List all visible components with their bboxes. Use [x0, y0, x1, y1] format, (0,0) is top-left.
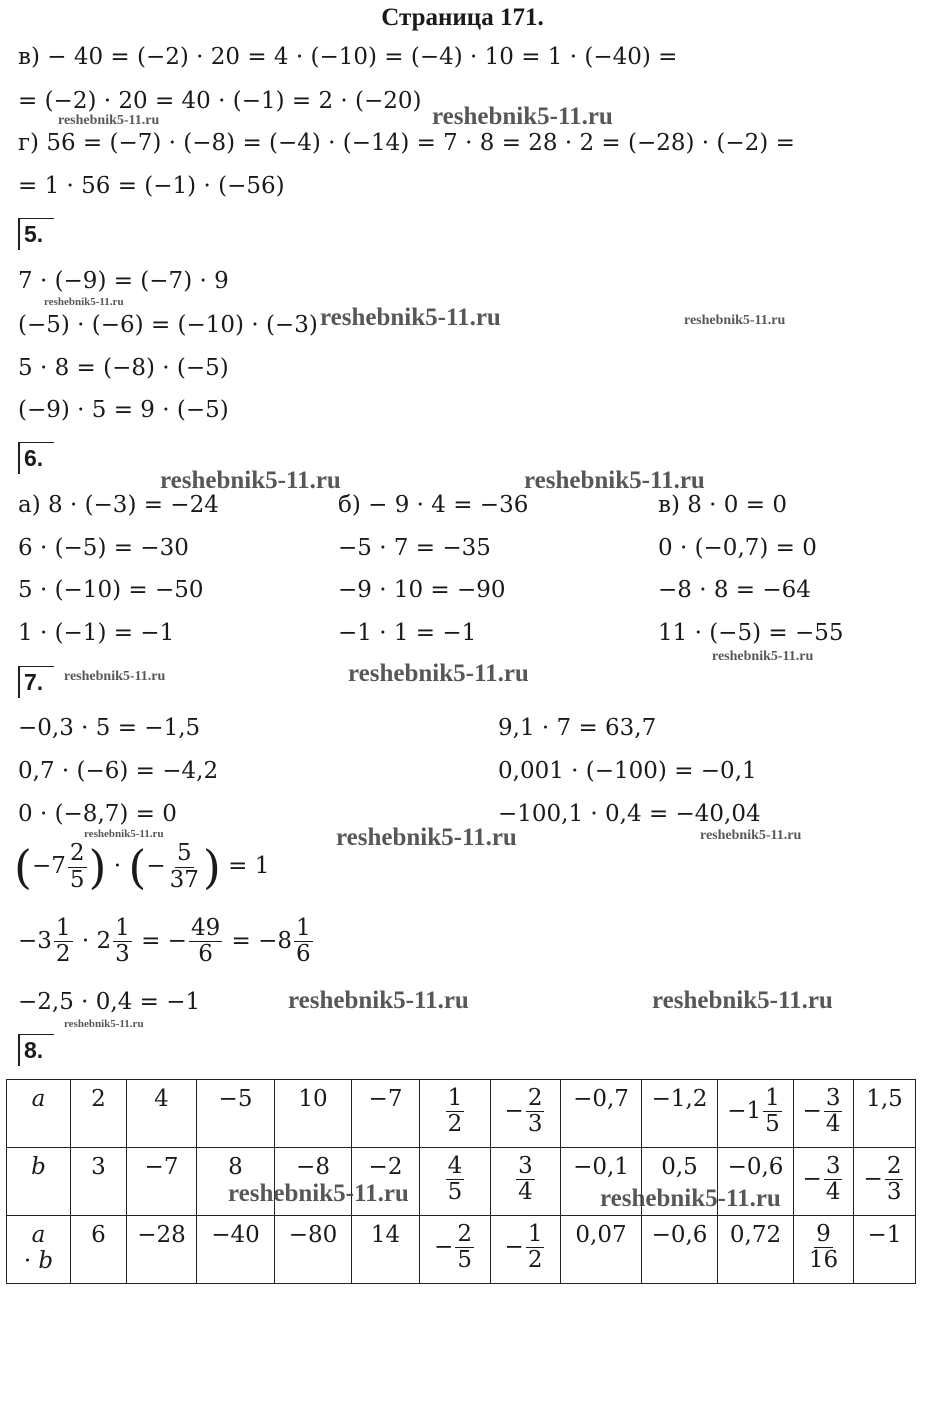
- table-cell: −7: [127, 1148, 197, 1216]
- watermark: reshebnik5-11.ru: [228, 1180, 409, 1207]
- equation-line: 0,7 · (−6) = −4,2: [18, 758, 219, 784]
- table-cell: −0,6: [642, 1216, 718, 1284]
- table-row: [7, 1216, 916, 1284]
- table-cell: 2: [71, 1080, 127, 1148]
- equation-line: 0,001 · (−100) = −0,1: [498, 758, 757, 784]
- table-cell: 3: [71, 1148, 127, 1216]
- table-cell: 8: [197, 1148, 275, 1216]
- watermark: reshebnik5-11.ru: [288, 987, 469, 1014]
- equation-line: 5 · (−10) = −50: [18, 577, 204, 603]
- equation-line: 0 · (−8,7) = 0: [18, 801, 177, 827]
- table-cell: 4: [127, 1080, 197, 1148]
- table-cell: $\frac{1}{2}$: [420, 1080, 491, 1148]
- watermark: reshebnik5-11.ru: [524, 467, 705, 494]
- table-cell: −0,6: [718, 1148, 794, 1216]
- watermark: reshebnik5-11.ru: [58, 113, 160, 128]
- watermark: reshebnik5-11.ru: [320, 304, 501, 331]
- equation-line: 9,1 · 7 = 63,7: [498, 715, 657, 741]
- table-cell: − $\frac{2}{5}$: [420, 1216, 491, 1284]
- equation-line: г) 56 = (−7) · (−8) = (−4) · (−14) = 7 · 8 = 28 · 2 = (−28) · (−2) =: [18, 130, 795, 156]
- watermark: reshebnik5-11.ru: [600, 1185, 781, 1212]
- equation-line: (−5) · (−6) = (−10) · (−3): [18, 312, 318, 338]
- equation-line: 7 · (−9) = (−7) · 9: [18, 268, 229, 294]
- equation-line: в) − 40 = (−2) · 20 = 4 · (−10) = (−4) · 10 = 1 · (−40) =: [18, 44, 678, 70]
- table-cell: 0,07: [561, 1216, 642, 1284]
- section-number: 6.: [18, 442, 54, 474]
- table-cell: − $\frac{3}{4}$: [794, 1148, 854, 1216]
- watermark: reshebnik5-11.ru: [44, 296, 124, 308]
- row-header: a · b: [7, 1216, 71, 1284]
- equation-line: = (−2) · 20 = 40 · (−1) = 2 · (−20): [18, 88, 422, 114]
- table-cell: 0,5: [642, 1148, 718, 1216]
- table-cell: −80: [275, 1216, 352, 1284]
- watermark: reshebnik5-11.ru: [336, 824, 517, 851]
- watermark: reshebnik5-11.ru: [432, 103, 613, 130]
- product-table: [6, 1079, 916, 1284]
- table-cell: −1,2: [642, 1080, 718, 1148]
- watermark: reshebnik5-11.ru: [700, 828, 802, 843]
- equation-line: −2,5 · 0,4 = −1: [18, 989, 201, 1015]
- fraction-equation: (−7 $\frac{2}{5}$ ) · (− $\frac{5}{37}$ ) = 1: [14, 840, 270, 894]
- watermark: reshebnik5-11.ru: [684, 313, 786, 328]
- equation-line: −5 · 7 = −35: [338, 535, 491, 561]
- table-cell: −40: [197, 1216, 275, 1284]
- equation-line: −8 · 8 = −64: [658, 577, 811, 603]
- section-number: 8.: [18, 1034, 54, 1066]
- table-cell: 0,72: [718, 1216, 794, 1284]
- table-cell: $\frac{9}{16}$: [794, 1216, 854, 1284]
- table-cell: −1 $\frac{1}{5}$: [718, 1080, 794, 1148]
- table-row: [7, 1080, 916, 1148]
- equation-line: −100,1 · 0,4 = −40,04: [498, 801, 761, 827]
- equation-line: = 1 · 56 = (−1) · (−56): [18, 173, 285, 199]
- table-cell: − $\frac{1}{2}$: [491, 1216, 561, 1284]
- table-cell: −28: [127, 1216, 197, 1284]
- table-cell: 6: [71, 1216, 127, 1284]
- table-cell: −0,1: [561, 1148, 642, 1216]
- table-cell: − $\frac{2}{3}$: [854, 1148, 916, 1216]
- fraction-equation: −3 $\frac{1}{2}$ · 2 $\frac{1}{3}$ = − $\frac{49}{6}$ = −8 $\frac{1}{6}$: [18, 915, 311, 968]
- equation-line: б) − 9 · 4 = −36: [338, 492, 529, 518]
- equation-line: −1 · 1 = −1: [338, 620, 477, 646]
- section-number: 7.: [18, 666, 54, 698]
- equation-line: −0,3 · 5 = −1,5: [18, 715, 201, 741]
- row-header: b: [7, 1148, 71, 1216]
- watermark: reshebnik5-11.ru: [348, 660, 529, 687]
- table-cell: − $\frac{3}{4}$: [794, 1080, 854, 1148]
- equation-line: 1 · (−1) = −1: [18, 620, 175, 646]
- page-title: Страница 171.: [381, 4, 544, 31]
- watermark: reshebnik5-11.ru: [652, 987, 833, 1014]
- table-cell: $\frac{3}{4}$: [491, 1148, 561, 1216]
- table-cell: − $\frac{2}{3}$: [491, 1080, 561, 1148]
- watermark: reshebnik5-11.ru: [84, 828, 164, 840]
- equation-line: 5 · 8 = (−8) · (−5): [18, 355, 229, 381]
- equation-line: 6 · (−5) = −30: [18, 535, 189, 561]
- table-cell: −7: [352, 1080, 420, 1148]
- table-cell: −1: [854, 1216, 916, 1284]
- table-cell: −8: [275, 1148, 352, 1216]
- table-cell: −0,7: [561, 1080, 642, 1148]
- watermark: reshebnik5-11.ru: [64, 1018, 144, 1030]
- equation-line: −9 · 10 = −90: [338, 577, 506, 603]
- equation-line: 11 · (−5) = −55: [658, 620, 844, 646]
- row-header: a: [7, 1080, 71, 1148]
- watermark: reshebnik5-11.ru: [64, 669, 166, 684]
- table-cell: 14: [352, 1216, 420, 1284]
- table-cell: −5: [197, 1080, 275, 1148]
- watermark: reshebnik5-11.ru: [712, 649, 814, 664]
- table-cell: 1,5: [854, 1080, 916, 1148]
- equation-line: а) 8 · (−3) = −24: [18, 492, 219, 518]
- equation-line: в) 8 · 0 = 0: [658, 492, 787, 518]
- table-cell: −2: [352, 1148, 420, 1216]
- table-cell: 10: [275, 1080, 352, 1148]
- watermark: reshebnik5-11.ru: [160, 467, 341, 494]
- table-cell: $\frac{4}{5}$: [420, 1148, 491, 1216]
- equation-line: 0 · (−0,7) = 0: [658, 535, 817, 561]
- equation-line: (−9) · 5 = 9 · (−5): [18, 397, 229, 423]
- section-number: 5.: [18, 218, 54, 250]
